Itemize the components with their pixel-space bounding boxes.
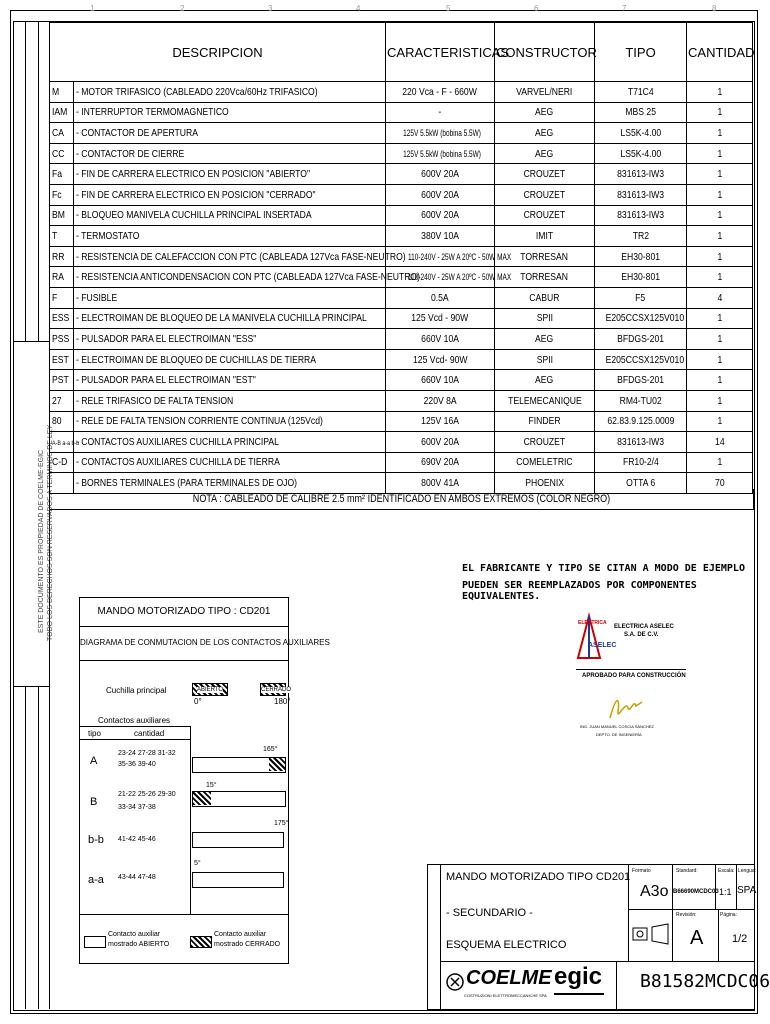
row-type: EH30-801 [595,246,687,267]
row-characteristics: 600V 20A [386,164,495,185]
row-description: - FIN DE CARRERA ELECTRICO EN POSICION "CERRADO" [74,184,386,205]
type-bb-bar [192,832,284,848]
signature-icon [606,692,646,722]
table-row [50,390,753,411]
table-row [50,287,753,308]
row-code: 27 [50,390,74,411]
row-type: FR10-2/4 [595,452,687,473]
row-code: 80 [50,411,74,432]
table-row [50,184,753,205]
row-quantity: 1 [687,370,753,391]
row-constructor: COMELETRIC [495,452,595,473]
row-quantity: 1 [687,349,753,370]
row-constructor: TORRESAN [495,246,595,267]
revision-label: Revisión: [676,912,697,918]
table-row [50,370,753,391]
cantidad-label: cantidad [134,729,165,738]
row-characteristics: 125V 16A [386,411,495,432]
row-code: IAM [50,102,74,123]
row-code: Fc [50,184,74,205]
column-number: 2 [180,4,185,13]
coelme-subtitle: COSTRUZIONI ELETTROMECCANICHE SPA [464,993,547,998]
deg-0: 0° [194,697,202,706]
drawing-number: B81582MCDC06 [640,971,770,992]
row-description: - RESISTENCIA ANTICONDENSACION CON PTC (CABLEADA 127Vca FASE-NEUTRO) [74,267,386,288]
column-number: 6 [534,4,539,13]
row-characteristics: 125V 5.5kW (bobina 5.5W) [386,123,495,144]
row-type: 62.83.9.125.0009 [595,411,687,432]
type-bb-contacts: 41-42 45-46 [118,836,156,843]
type-a-contacts-1: 23-24 27-28 31-32 [118,750,176,757]
type-aa-contacts: 43-44 47-48 [118,874,156,881]
column-number: 8 [712,4,717,13]
standard-label: Standard: [676,868,698,874]
type-b-angle: 15° [206,782,217,789]
row-code: C-D [50,452,74,473]
row-quantity: 1 [687,226,753,247]
row-quantity: 1 [687,123,753,144]
legend-open-1: Contacto auxiliar [108,931,161,938]
header-tipo: TIPO [595,23,687,82]
table-row [50,329,753,350]
row-characteristics: 600V 20A [386,184,495,205]
type-b-contacts-1: 21-22 25-26 29-30 [118,791,176,798]
table-row [50,226,753,247]
row-description: - ELECTROIMAN DE BLOQUEO DE CUCHILLAS DE TIERRA [74,349,386,370]
row-constructor: AEG [495,370,595,391]
cerrado-box: CERRADO [260,683,286,696]
approval-stamp [576,612,686,742]
row-characteristics: 220V 8A [386,390,495,411]
type-b-bar [192,791,286,807]
row-constructor: CROUZET [495,432,595,453]
table-row [50,432,753,453]
cable-note: NOTA : CABLEADO DE CALIBRE 2.5 mm² IDENTIFICADO EN AMBOS EXTREMOS (COLOR NEGRO) [49,489,754,510]
row-quantity: 1 [687,452,753,473]
logo-brand: ASELEC [588,642,617,649]
row-type: E205CCSX125V010 [595,349,687,370]
row-quantity: 1 [687,411,753,432]
row-description: - INTERRUPTOR TERMOMAGNETICO [74,102,386,123]
row-code: M [50,82,74,103]
escala-label: Escala: [718,868,735,874]
row-constructor: TORRESAN [495,267,595,288]
type-aa-angle: 5° [194,860,201,867]
table-row [50,205,753,226]
diagram-subtitle: DIAGRAMA DE CONMUTACION DE LOS CONTACTOS AUXILIARES [80,626,288,661]
row-constructor: AEG [495,143,595,164]
manufacturer-note-1: EL FABRICANTE Y TIPO SE CITAN A MODO DE EJEMPLO [462,563,745,574]
contactos-aux-label: Contactos auxiliares [98,716,171,725]
row-constructor: TELEMECANIQUE [495,390,595,411]
type-bb-angle: 175° [274,820,289,827]
row-code: F [50,287,74,308]
row-code: PSS [50,329,74,350]
title-line-3: ESQUEMA ELECTRICO [446,939,567,951]
row-type: BFDGS-201 [595,329,687,350]
row-constructor: SPII [495,308,595,329]
row-description: - MOTOR TRIFASICO (CABLEADO 220Vca/60Hz TRIFASICO) [74,82,386,103]
row-characteristics: 110-240V - 25W A 20ºC - 50W MAX [386,246,495,267]
row-type: 831613-IW3 [595,184,687,205]
switching-diagram [79,597,330,964]
row-quantity: 1 [687,246,753,267]
title-line-2: - SECUNDARIO - [446,907,533,919]
lengua-value: SPA [737,885,757,896]
row-characteristics: 125 Vcd- 90W [386,349,495,370]
row-description: - CONTACTOS AUXILIARES CUCHILLA PRINCIPAL [74,432,386,453]
row-code: RR [50,246,74,267]
row-characteristics: 800V 41A [386,473,495,494]
table-row [50,102,753,123]
row-quantity: 1 [687,82,753,103]
row-code: A-B a-a b-b [50,432,74,453]
row-characteristics: 380V 10A [386,226,495,247]
table-row [50,164,753,185]
row-type: OTTA 6 [595,473,687,494]
row-quantity: 1 [687,308,753,329]
row-characteristics: 690V 20A [386,452,495,473]
row-type: TR2 [595,226,687,247]
formato-label: Formato [632,868,651,874]
row-characteristics: 220 Vca - F - 660W [386,82,495,103]
row-quantity: 1 [687,329,753,350]
type-a-bar [192,757,286,773]
column-number: 7 [622,4,627,13]
row-quantity: 1 [687,164,753,185]
projection-symbol-icon [632,923,670,945]
row-type: 831613-IW3 [595,205,687,226]
row-quantity: 1 [687,102,753,123]
row-quantity: 1 [687,267,753,288]
row-type: LS5K-4.00 [595,143,687,164]
company-name: ELECTRICA ASELEC [614,624,674,630]
title-block [427,864,770,1010]
row-constructor: VARVEL/NERI [495,82,595,103]
row-type: RM4-TU02 [595,390,687,411]
row-constructor: PHOENIX [495,473,595,494]
row-description: - CONTACTOS AUXILIARES CUCHILLA DE TIERRA [74,452,386,473]
row-constructor: CABUR [495,287,595,308]
row-constructor: IMIT [495,226,595,247]
row-constructor: SPII [495,349,595,370]
row-description: - FIN DE CARRERA ELECTRICO EN POSICION "ABIERTO" [74,164,386,185]
diagram-title: MANDO MOTORIZADO TIPO : CD201 [80,598,288,627]
column-number: 1 [90,4,95,13]
approved-text: APROBADO PARA CONSTRUCCIÓN [582,673,686,679]
row-characteristics: - [386,102,495,123]
row-code: CA [50,123,74,144]
title-line-1: MANDO MOTORIZADO TIPO CD201 [446,871,631,883]
row-quantity: 4 [687,287,753,308]
type-a-label: A [90,755,98,767]
cuchilla-label: Cuchilla principal [106,686,167,695]
table-row [50,246,753,267]
row-quantity: 1 [687,390,753,411]
table-row [50,123,753,144]
header-caracteristicas: CARACTERISTICAS [386,23,495,82]
row-type: 831613-IW3 [595,164,687,185]
row-code: EST [50,349,74,370]
row-quantity: 1 [687,143,753,164]
row-code: BM [50,205,74,226]
egic-brand: egic [554,963,603,990]
row-characteristics: 660V 10A [386,329,495,350]
row-characteristics: 600V 20A [386,432,495,453]
type-aa-bar [192,872,284,888]
left-strip-text-2: TODO LOS DERECHOS SON RESERVADOS A TERMINOS DE LEY [47,424,54,641]
column-number: 5 [446,4,451,13]
row-description: - FUSIBLE [74,287,386,308]
legend-closed-swatch [190,936,212,948]
table-row [50,349,753,370]
left-strip [13,21,54,1009]
type-b-label: B [90,796,98,808]
legend-closed-2: mostrado CERRADO [214,941,281,948]
row-description: - RELE TRIFASICO DE FALTA TENSION [74,390,386,411]
row-type: T71C4 [595,82,687,103]
table-row [50,267,753,288]
row-constructor: FINDER [495,411,595,432]
row-code: RA [50,267,74,288]
row-description: - CONTACTOR DE CIERRE [74,143,386,164]
row-description: - TERMOSTATO [74,226,386,247]
header-descripcion: DESCRIPCION [50,23,386,82]
parts-table [49,22,753,494]
header-constructor: CONSTRUCTOR [495,23,595,82]
row-constructor: AEG [495,123,595,144]
row-quantity: 70 [687,473,753,494]
table-row [50,143,753,164]
row-characteristics: 0.5A [386,287,495,308]
row-description: - PULSADOR PARA EL ELECTROIMAN "ESS" [74,329,386,350]
standard-value: B66690MCDC03 [673,889,719,895]
column-number: 3 [268,4,273,13]
row-constructor: CROUZET [495,184,595,205]
row-type: F5 [595,287,687,308]
row-characteristics: 125V 5.5kW (bobina 5.5W) [386,143,495,164]
table-header-row [50,23,753,82]
deg-180: 180° [274,697,291,706]
engineering-dept: DEPTO. DE INGENIERÍA [596,732,642,737]
left-strip-text-1: ESTE DOCUMENTO ES PROPIEDAD DE COELME-EGIC [38,449,45,633]
logo-word: ELECTRICA [578,620,607,626]
legend-closed-1: Contacto auxiliar [214,931,267,938]
row-description: - BORNES TERMINALES (PARA TERMINALES DE OJO) [74,473,386,494]
row-constructor: AEG [495,329,595,350]
row-code: CC [50,143,74,164]
row-code: ESS [50,308,74,329]
row-type: 831613-IW3 [595,432,687,453]
row-description: - RELE DE FALTA TENSION CORRIENTE CONTINUA (125Vcd) [74,411,386,432]
revision-value: A [690,927,704,949]
column-number: 4 [356,4,361,13]
legend-open-2: mostrado ABIERTO [108,941,170,948]
row-type: E205CCSX125V010 [595,308,687,329]
row-type: BFDGS-201 [595,370,687,391]
row-characteristics: 660V 10A [386,370,495,391]
pagina-value: 1/2 [732,933,748,945]
row-quantity: 1 [687,205,753,226]
table-row [50,452,753,473]
row-type: MBS 25 [595,102,687,123]
row-description: - CONTACTOR DE APERTURA [74,123,386,144]
coelme-brand: COELME [466,967,552,989]
table-row [50,411,753,432]
tipo-label: tipo [88,729,101,738]
row-quantity: 1 [687,184,753,205]
row-description: - PULSADOR PARA EL ELECTROIMAN "EST" [74,370,386,391]
legend-open-swatch [84,936,106,948]
row-constructor: CROUZET [495,205,595,226]
row-characteristics: 600V 20A [386,205,495,226]
row-type: LS5K-4.00 [595,123,687,144]
row-characteristics: 125 Vcd - 90W [386,308,495,329]
lengua-label: Lengua: [738,868,757,874]
row-constructor: CROUZET [495,164,595,185]
table-row [50,82,753,103]
row-description: - BLOQUEO MANIVELA CUCHILLA PRINCIPAL INSERTADA [74,205,386,226]
type-bb-label: b-b [88,834,104,846]
row-code: Fa [50,164,74,185]
company-type: S.A. DE C.V. [624,632,659,638]
type-a-angle: 165° [263,746,278,753]
row-type: EH30-801 [595,267,687,288]
escala-value: 1:1 [719,887,732,897]
type-a-contacts-2: 35-36 39-40 [118,761,156,768]
type-aa-label: a-a [88,874,104,886]
engineer-name: ING. JUAN MANUEL COSCIA SÁNCHEZ [580,724,654,729]
row-quantity: 14 [687,432,753,453]
row-characteristics: 110-240V - 25W A 20ºC - 50W MAX [386,267,495,288]
manufacturer-note-2: PUEDEN SER REEMPLAZADOS POR COMPONENTES EQUIVALENTES. [462,580,697,602]
row-code: PST [50,370,74,391]
formato-value: A3o [640,883,669,900]
table-row [50,308,753,329]
pagina-label: Página: [720,912,737,918]
coelme-logo-icon [446,971,464,993]
type-b-contacts-2: 33-34 37-38 [118,804,156,811]
row-code: T [50,226,74,247]
row-constructor: AEG [495,102,595,123]
header-cantidad: CANTIDAD [687,23,753,82]
row-description: - ELECTROIMAN DE BLOQUEO DE LA MANIVELA CUCHILLA PRINCIPAL [74,308,386,329]
row-description: - RESISTENCIA DE CALEFACCION CON PTC (CABLEADA 127Vca FASE-NEUTRO) [74,246,386,267]
abierto-box: ABIERTO [192,683,228,696]
